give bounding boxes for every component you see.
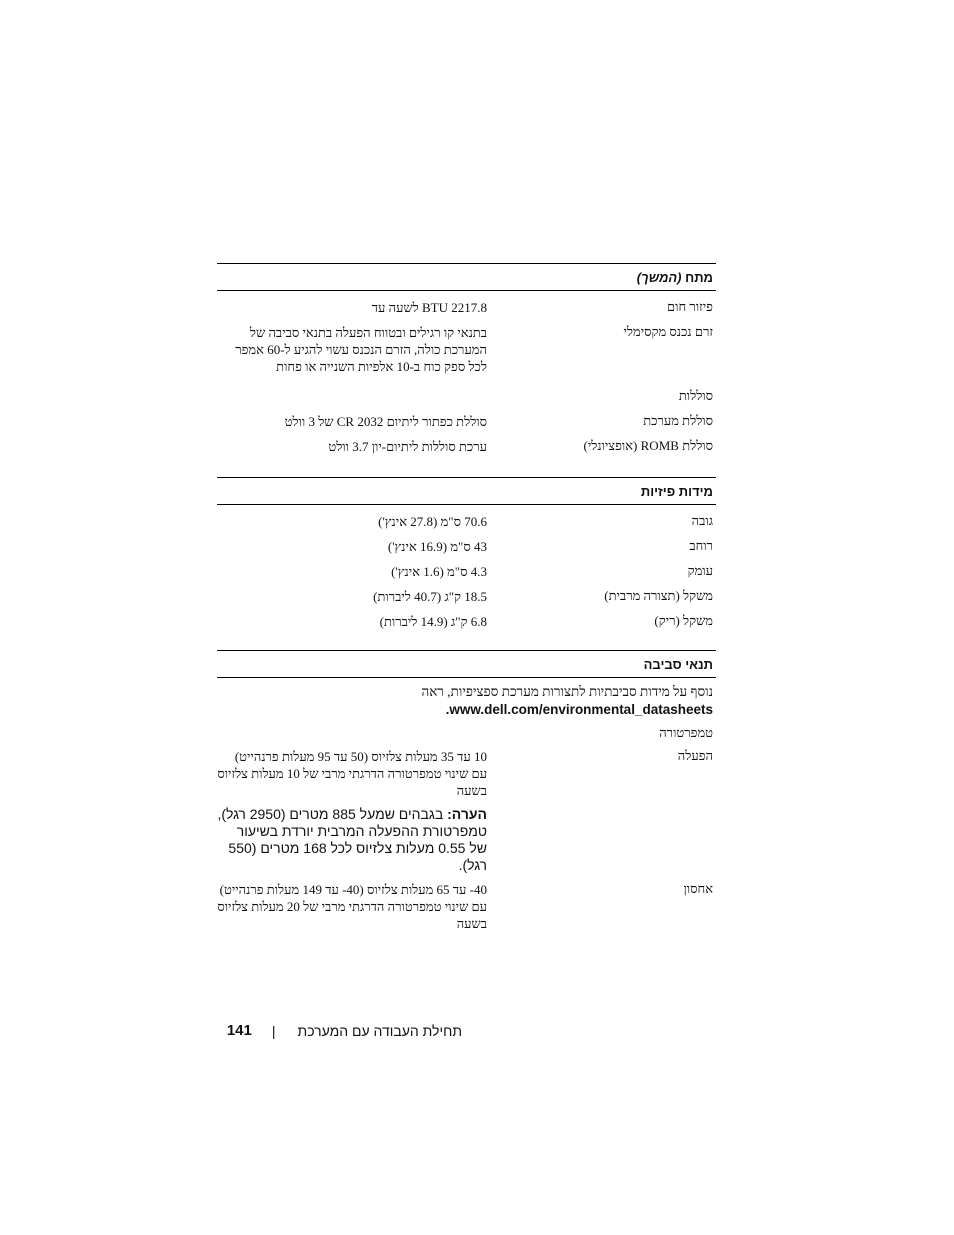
operating-value xyxy=(217,748,487,874)
current-label: זרם נכנס מקסימלי xyxy=(623,324,713,339)
height-label: גובה xyxy=(691,513,713,528)
spec-row-romb-battery xyxy=(217,438,716,455)
spec-row-system-battery xyxy=(217,413,716,430)
page-number: 141 xyxy=(226,1022,252,1039)
depth-label: עומק xyxy=(687,563,713,578)
heat-label: פיזור חום xyxy=(667,299,713,314)
section-title-power xyxy=(217,264,716,290)
weight-empty-label: משקל (ריק) xyxy=(654,613,713,628)
operating-note xyxy=(217,806,487,874)
heat-value: 2217.8 BTU לשעה עד xyxy=(371,300,487,315)
section-title-physical: מידות פיזיות xyxy=(640,484,713,499)
spec-row-height xyxy=(217,513,716,530)
weight-empty-value: 6.8 ק"ג (14.9 ליברות) xyxy=(379,614,487,629)
section-rule xyxy=(217,290,716,291)
spec-page xyxy=(217,263,716,932)
width-value: 43 ס"מ (16.9 אינץ') xyxy=(387,539,487,554)
temperature-title: טמפרטורה xyxy=(659,725,713,740)
storage-label: אחסון xyxy=(683,881,713,896)
environment-intro xyxy=(217,683,716,719)
spec-row-weight-empty xyxy=(217,613,716,630)
section-title-continued: (המשך) xyxy=(636,270,682,285)
footer-separator: | xyxy=(271,1022,276,1039)
section-rule xyxy=(217,677,716,678)
romb-battery-value: ערכת סוללות ליתיום-יון 3.7 וולט xyxy=(328,439,487,454)
operating-label: הפעלה xyxy=(677,748,713,763)
spec-row-depth xyxy=(217,563,716,580)
system-battery-value: סוללת כפתור ליתיום CR 2032 של 3 וולט xyxy=(284,414,487,429)
section-rule xyxy=(217,504,716,505)
spec-row-operating xyxy=(217,748,716,874)
system-battery-label: סוללת מערכת xyxy=(643,413,713,428)
operating-range: 10 עד 35 מעלות צלזיוס (50 עד 95 מעלות פרנהייט) עם שינוי טמפרטורה הדרגתי מרבי של 10 מעלות צלזיוס בשעה xyxy=(217,749,487,798)
page-footer xyxy=(217,1022,462,1039)
spec-row-width xyxy=(217,538,716,555)
spec-row-storage xyxy=(217,881,716,932)
spec-row-current xyxy=(217,324,716,375)
height-value: 70.6 ס"מ (27.8 אינץ') xyxy=(378,514,487,529)
environment-datasheet-link[interactable]: www.dell.com/environmental_datasheets. xyxy=(445,702,713,717)
current-value: בתנאי קו רגילים ובטווח הפעלה בתנאי סביבה של המערכת כולה, הזרם הנכנס עשוי להגיע ל-60 אמפר לכל ספק כוח ב-10 אלפיות השנייה או פחות xyxy=(235,325,487,374)
weight-max-label: משקל (תצורה מרבית) xyxy=(604,588,713,603)
batteries-title: סוללות xyxy=(678,388,713,403)
romb-battery-label: סוללת ROMB (אופציונלי) xyxy=(583,438,713,453)
spec-row-weight-max xyxy=(217,588,716,605)
storage-value: 40- עד 65 מעלות צלזיוס (40- עד 149 מעלות פרנהייט) עם שינוי טמפרטורה הדרגתי מרבי של 20 מעלות צלזיוס בשעה xyxy=(217,882,487,931)
spec-row-heat xyxy=(217,299,716,316)
section-title-environment: תנאי סביבה xyxy=(643,657,713,672)
footer-title: תחילת העבודה עם המערכת xyxy=(297,1022,462,1039)
depth-value: 4.3 ס"מ (1.6 אינץ') xyxy=(391,564,487,579)
width-label: רוחב xyxy=(689,538,713,553)
environment-intro-text: נוסף על מידות סביבתיות לתצורות מערכת ספציפיות, ראה xyxy=(421,684,713,699)
note-label: הערה: xyxy=(447,806,487,822)
note-text: בגבהים שמעל 885 מטרים (2950 רגל), טמפרטורת ההפעלה המרבית יורדת בשיעור של 0.55 מעלות צלזיוס לכל 168 מטרים (550 רגל). xyxy=(217,806,487,873)
section-title-main: מתח xyxy=(685,270,713,285)
weight-max-value: 18.5 ק"ג (40.7 ליברות) xyxy=(373,589,487,604)
